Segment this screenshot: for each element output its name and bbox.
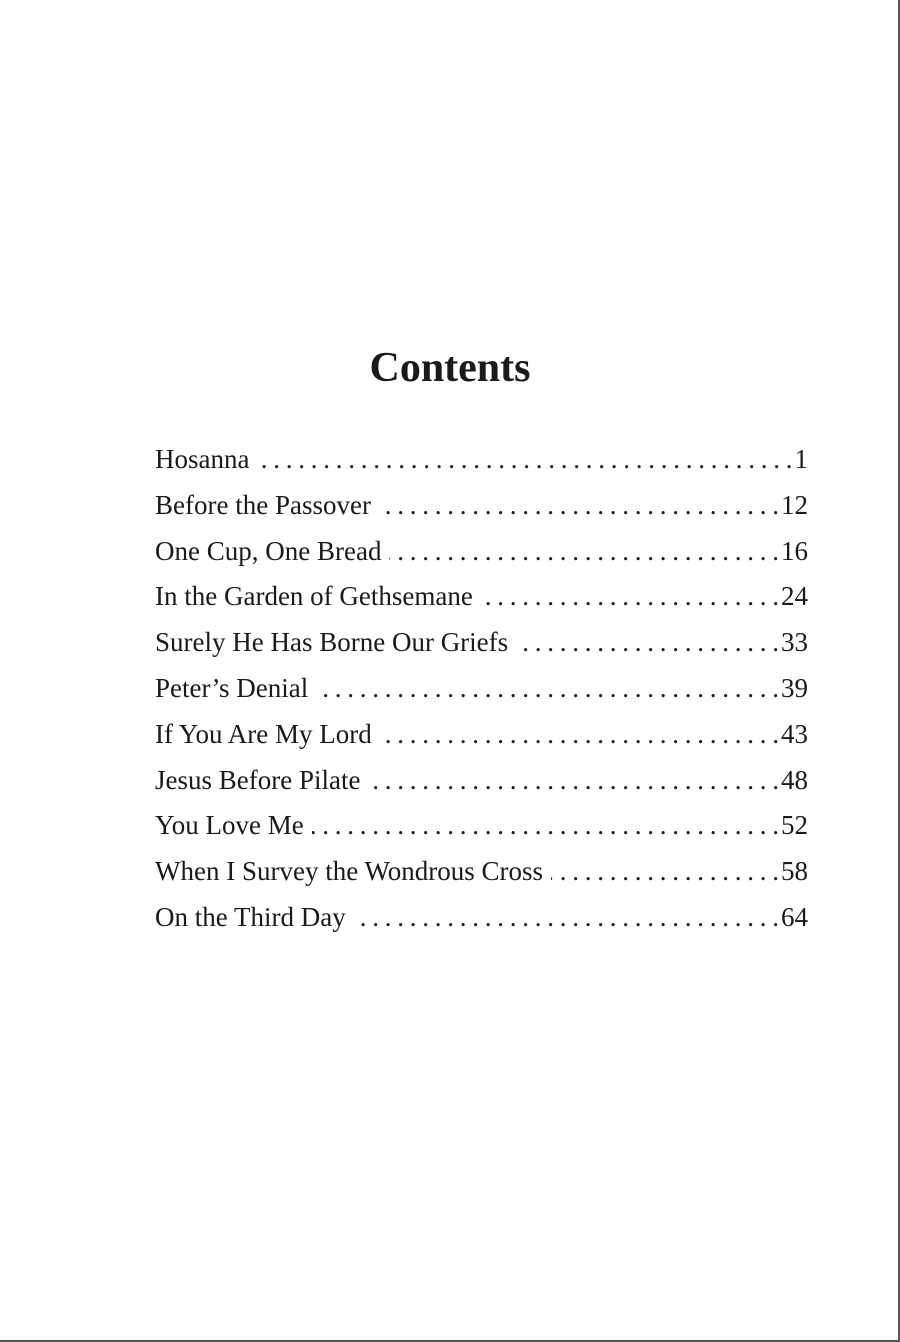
entry-title: Peter’s Denial — [155, 672, 309, 703]
entry-title: One Cup, One Bread — [155, 535, 382, 566]
dot-leader — [380, 712, 779, 758]
entry-title: On the Third Day — [155, 901, 346, 932]
entry-title: Jesus Before Pilate — [155, 764, 361, 795]
toc-entry[interactable] — [155, 849, 808, 895]
page-title: Contents — [369, 345, 531, 391]
entry-page-number: 48 — [781, 764, 808, 795]
entry-title: If You Are My Lord — [155, 718, 372, 749]
dot-leader — [257, 437, 792, 483]
entry-page-number: 39 — [781, 672, 808, 703]
entry-title: Before the Passover — [155, 489, 371, 520]
toc-entry[interactable] — [155, 758, 808, 804]
toc-entry[interactable] — [155, 666, 808, 712]
entry-title: In the Garden of Gethsemane — [155, 581, 473, 612]
toc-entry[interactable] — [155, 620, 808, 666]
dot-leader — [389, 529, 779, 575]
toc-entry[interactable] — [155, 437, 808, 483]
entry-page-number: 52 — [781, 810, 808, 841]
entry-page-number: 1 — [794, 444, 808, 474]
entry-page-number: 33 — [781, 627, 808, 658]
entry-title: You Love Me — [155, 810, 304, 841]
entry-title: When I Survey the Wondrous Cross — [155, 856, 544, 887]
dot-leader — [368, 758, 779, 804]
entry-title: Hosanna — [155, 444, 250, 474]
dot-leader — [551, 849, 779, 895]
dot-leader — [354, 895, 779, 941]
toc-entry[interactable] — [155, 483, 808, 529]
dot-leader — [312, 803, 779, 849]
dot-leader — [379, 483, 779, 529]
entry-page-number: 58 — [781, 856, 808, 887]
toc-entry[interactable] — [155, 803, 808, 849]
table-of-contents — [155, 437, 808, 941]
entry-page-number: 64 — [781, 901, 808, 932]
toc-entry[interactable] — [155, 529, 808, 575]
dot-leader — [516, 620, 779, 666]
entry-page-number: 43 — [781, 718, 808, 749]
toc-entry[interactable] — [155, 712, 808, 758]
entry-page-number: 16 — [781, 535, 808, 566]
entry-page-number: 12 — [781, 489, 808, 520]
toc-entry[interactable] — [155, 895, 808, 941]
entry-title: Surely He Has Borne Our Griefs — [155, 627, 509, 658]
toc-entry[interactable] — [155, 574, 808, 620]
dot-leader — [481, 574, 779, 620]
dot-leader — [316, 666, 779, 712]
entry-page-number: 24 — [781, 581, 808, 612]
